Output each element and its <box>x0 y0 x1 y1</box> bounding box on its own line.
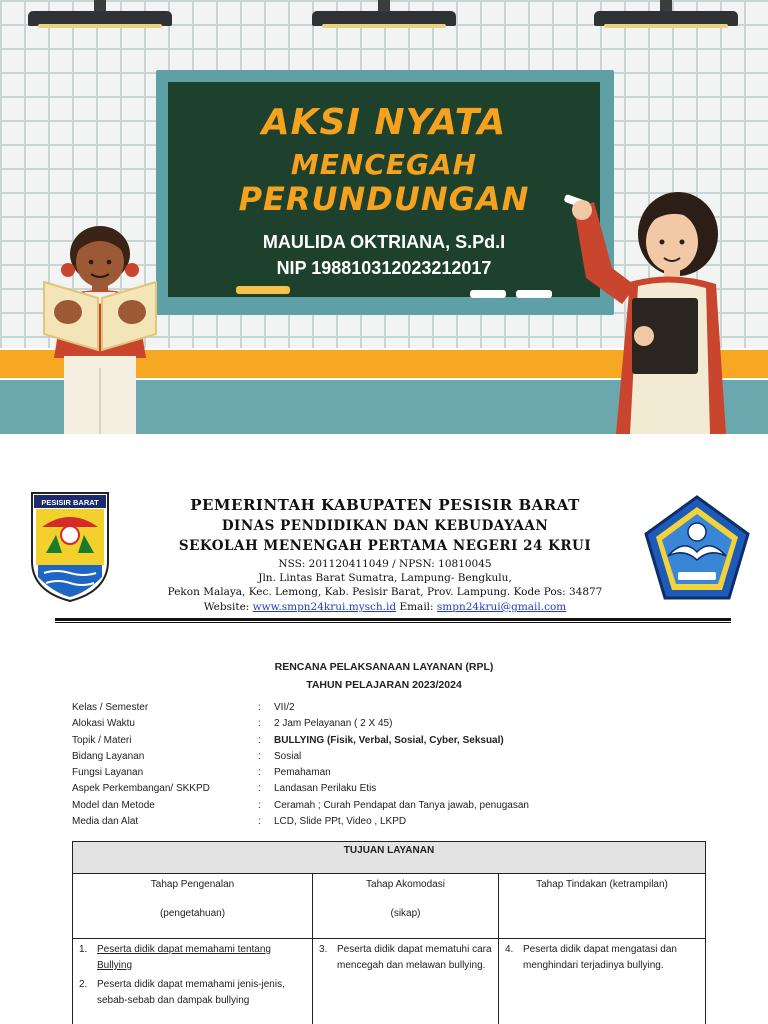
column-subtitle: (pengetahuan) <box>159 908 226 919</box>
letterhead-address: Pekon Malaya, Kec. Lemong, Kab. Pesisir Barat, Prov. Lampung. Kode Pos: 34877 <box>167 586 603 598</box>
letterhead-divider <box>55 618 731 621</box>
letterhead-government: PEMERINTAH KABUPATEN PESISIR BARAT <box>190 496 580 514</box>
chalk-piece <box>516 290 552 298</box>
meta-value: BULLYING (Fisik, Verbal, Sosial, Cyber, Seksual) <box>274 734 504 746</box>
letterhead-department: DINAS PENDIDIKAN DAN KEBUDAYAAN <box>221 518 549 534</box>
chalk-piece <box>470 290 506 298</box>
meta-row: Aspek Perkembangan/ SKKPD : Landasan Perilaku Etis <box>72 783 377 795</box>
rpl-title: RENCANA PELAKSANAAN LAYANAN (RPL) <box>274 661 494 673</box>
school-emblem <box>642 494 752 604</box>
letterhead-contact <box>120 601 650 613</box>
column-accommodation <box>312 873 499 1024</box>
letterhead-divider-thin <box>55 622 731 623</box>
rpl-academic-year: TAHUN PELAJARAN 2023/2024 <box>306 679 462 691</box>
objective-text: Peserta didik dapat mengatasi dan menghindari terjadinya bullying. <box>523 944 677 971</box>
table-header: TUJUAN LAYANAN <box>72 841 706 874</box>
meta-value: 2 Jam Pelayanan ( 2 X 45) <box>274 718 393 730</box>
author-nip: NIP 198810312023212017 <box>276 258 492 278</box>
cover-title-line3: PERUNDUNGAN <box>238 180 530 218</box>
column-subtitle: (sikap) <box>390 908 421 919</box>
letterhead-nss-npsn: NSS: 201120411049 / NPSN: 10810045 <box>278 558 492 570</box>
meta-row: Model dan Metode : Ceramah ; Curah Pendapat dan Tanya jawab, penugasan <box>72 799 529 811</box>
email-link[interactable]: smpn24krui@gmail.com <box>436 601 567 613</box>
website-label: Website: <box>203 601 250 613</box>
cover-title-line1: AKSI NYATA <box>261 102 507 143</box>
pesisir-barat-emblem <box>30 491 110 603</box>
objective-text: Peserta didik dapat mematuhi cara mencegah dan melawan bullying. <box>337 944 492 971</box>
meta-value: Landasan Perilaku Etis <box>274 783 377 795</box>
meta-row: Fungsi Layanan : Pemahaman <box>72 767 331 779</box>
objective-text: Peserta didik dapat memahami tentang Bullying <box>97 944 271 971</box>
meta-row: Media dan Alat : LCD, Slide PPt, Video , LKPD <box>72 816 407 828</box>
emblem-label: PESISIR BARAT <box>41 498 99 507</box>
meta-row: Alokasi Waktu : 2 Jam Pelayanan ( 2 X 45) <box>72 718 393 730</box>
column-action <box>498 873 706 1024</box>
meta-label: Model dan Metode <box>72 799 155 811</box>
objective-text: Peserta didik dapat memahami jenis-jenis, sebab-sebab dan dampak bullying <box>97 979 285 1006</box>
rpl-meta-list <box>72 702 672 832</box>
ceiling-lamp <box>312 0 456 26</box>
author-name: MAULIDA OKTRIANA, S.Pd.I <box>262 232 506 252</box>
email-label: Email: <box>399 601 434 613</box>
meta-label: Aspek Perkembangan/ SKKPD <box>72 783 210 795</box>
student-reading-illustration <box>38 218 162 434</box>
list-item: 2. Peserta didik dapat memahami jenis-jenis, sebab-sebab dan dampak bullying <box>79 979 285 1006</box>
cover-slide <box>0 0 768 434</box>
chalk-piece <box>236 286 290 294</box>
meta-row: Bidang Layanan : Sosial <box>72 750 302 762</box>
teacher-illustration <box>560 186 740 434</box>
meta-label: Bidang Layanan <box>72 750 145 762</box>
ceiling-lamp <box>28 0 172 26</box>
column-title: Tahap Pengenalan <box>150 879 235 890</box>
meta-value: LCD, Slide PPt, Video , LKPD <box>274 816 407 828</box>
ceiling-lamp <box>594 0 738 26</box>
meta-value: Ceramah ; Curah Pendapat dan Tanya jawab, penugasan <box>274 799 529 811</box>
meta-label: Kelas / Semester <box>72 702 149 713</box>
letterhead-street: Jln. Lintas Barat Sumatra, Lampung- Bengkulu, <box>258 572 512 584</box>
meta-value: VII/2 <box>274 702 295 713</box>
meta-label: Alokasi Waktu <box>72 718 135 730</box>
meta-value: Sosial <box>274 750 302 762</box>
list-item: 3. Peserta didik dapat mematuhi cara mencegah dan melawan bullying. <box>319 944 492 971</box>
column-title: Tahap Akomodasi <box>366 879 445 890</box>
meta-label: Fungsi Layanan <box>72 767 144 779</box>
cover-title-line2: MENCEGAH <box>290 148 478 181</box>
column-title: Tahap Tindakan (ketrampilan) <box>536 879 668 890</box>
website-link[interactable]: www.smpn24krui.mysch.id <box>252 601 397 613</box>
meta-row: Topik / Materi : BULLYING (Fisik, Verbal, Sosial, Cyber, Seksual) <box>72 734 504 746</box>
meta-row: Kelas / Semester : VII/2 <box>72 702 295 713</box>
meta-label: Media dan Alat <box>72 816 139 828</box>
list-item: 1. Peserta didik dapat memahami tentang Bullying <box>79 944 271 971</box>
list-item: 4. Peserta didik dapat mengatasi dan menghindari terjadinya bullying. <box>505 944 677 971</box>
meta-value: Pemahaman <box>274 767 331 779</box>
column-recognition <box>72 873 313 1024</box>
letterhead-school-name: SEKOLAH MENENGAH PERTAMA NEGERI 24 KRUI <box>178 538 592 554</box>
meta-label: Topik / Materi <box>72 734 132 746</box>
